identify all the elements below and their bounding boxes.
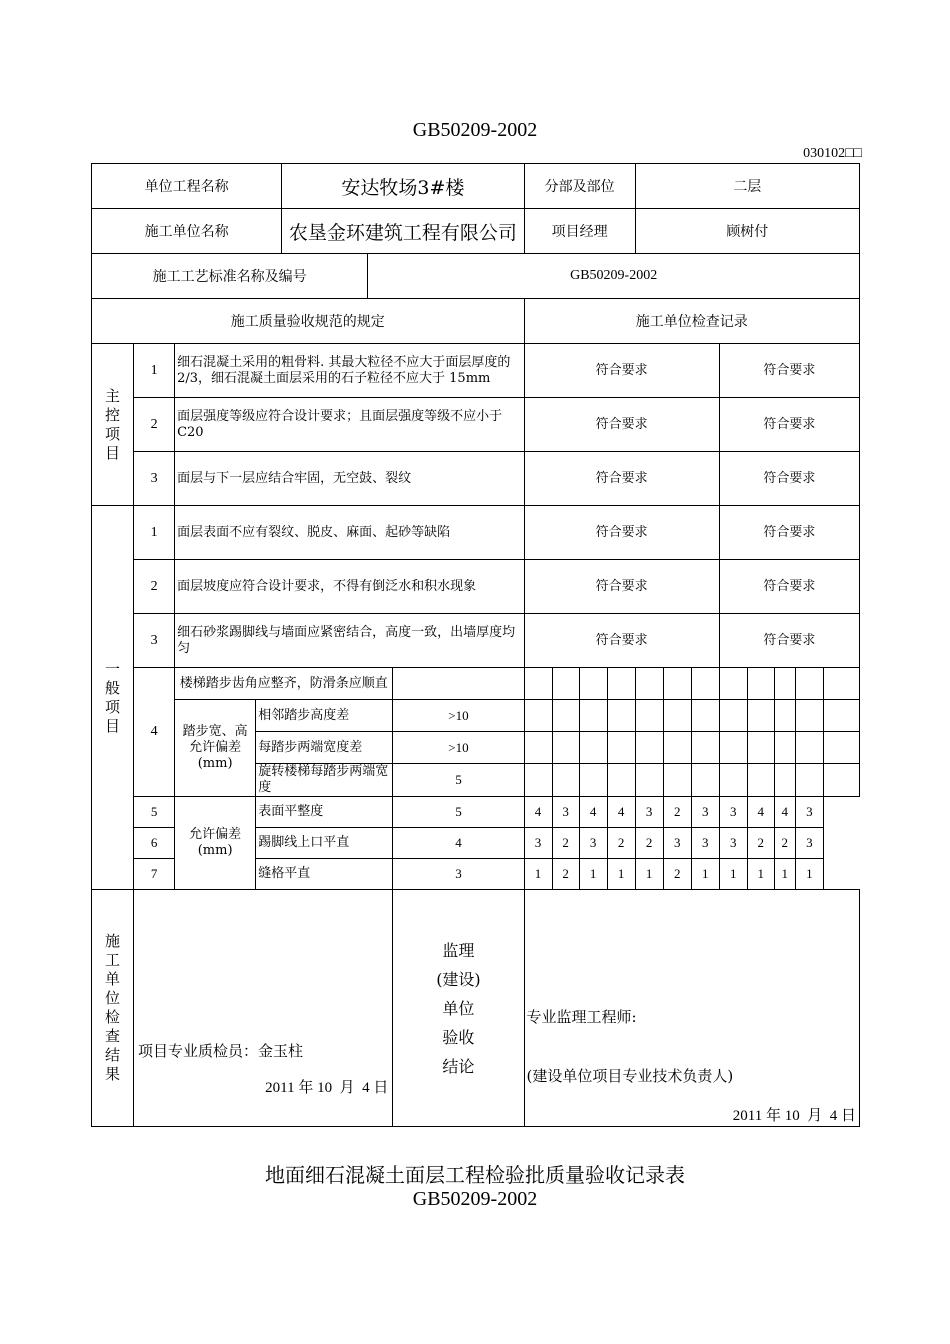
deviation-row-1-measure-2: 3	[552, 797, 579, 828]
unit-project-label: 单位工程名称	[92, 164, 282, 209]
inspection-form-table	[91, 163, 860, 1127]
deviation-row-1-measure-1: 4	[524, 797, 552, 828]
stair-row-2-measure-10	[774, 732, 795, 764]
deviation-row-1-measure-3: 4	[579, 797, 607, 828]
stair-item-no: 4	[134, 668, 175, 797]
stair-title-measure-2	[524, 668, 552, 700]
main-item-2-no: 2	[134, 398, 175, 452]
form-title: 地面细石混凝土面层工程检验批质量验收记录表	[265, 1163, 685, 1187]
deviation-row-1-value: 5	[393, 797, 524, 828]
main-item-3-result-2: 符合要求	[719, 452, 859, 506]
supervisor-label-line-4: 验收	[442, 1027, 475, 1047]
deviation-row-2-measure-8: 3	[719, 828, 747, 859]
deviation-row-1-measure-5: 3	[635, 797, 663, 828]
stair-title-measure-6	[635, 668, 663, 700]
general-item-2-result-1: 符合要求	[524, 560, 719, 614]
main-item-1-result-1: 符合要求	[524, 344, 719, 398]
deviation-row-1-measure-7: 3	[691, 797, 719, 828]
general-item-1-text: 面层表面不应有裂纹、脱皮、麻面、起砂等缺陷	[175, 506, 524, 560]
deviation-row-3-no: 7	[134, 859, 175, 890]
deviation-row-3-measure-11: 1	[795, 859, 823, 890]
main-item-2-result-1: 符合要求	[524, 398, 719, 452]
stair-row-1-measure-5	[635, 700, 663, 732]
stair-title-measure-8	[691, 668, 719, 700]
contractor-result-label: 施工单位检查结果	[92, 890, 134, 1127]
deviation-row-3-measure-9: 1	[747, 859, 774, 890]
contractor-value: 农垦金环建筑工程有限公司	[282, 209, 524, 254]
stair-row-3-measure-5	[635, 764, 663, 797]
stair-title-measure-7	[663, 668, 691, 700]
stair-row-3-measure-7	[691, 764, 719, 797]
stair-row-3-measure-3	[579, 764, 607, 797]
stair-row-1-measure-11	[795, 700, 823, 732]
inspector-text: 项目专业质检员：金玉柱	[138, 1042, 304, 1060]
deviation-row-2-no: 6	[134, 828, 175, 859]
deviation-row-3-measure-2: 2	[552, 859, 579, 890]
stair-row-2-measure-4	[607, 732, 635, 764]
stair-row-1-value: >10	[393, 700, 524, 732]
deviation-row-1-measure-11: 3	[795, 797, 823, 828]
deviation-row-3-measure-10: 1	[774, 859, 795, 890]
standard-value: GB50209-2002	[368, 254, 860, 299]
general-item-3-result-1: 符合要求	[524, 614, 719, 668]
stair-row-1-measure-2	[552, 700, 579, 732]
stair-title-measure-11	[774, 668, 795, 700]
deviation-row-1-measure-4: 4	[607, 797, 635, 828]
stair-row-3-measure-2	[552, 764, 579, 797]
supervisor-date: 2011 年 10 月 4 日	[732, 1108, 856, 1124]
record-header: 施工单位检查记录	[524, 299, 859, 344]
supervisor-label-line-3: 单位	[442, 998, 475, 1018]
main-item-2-result-2: 符合要求	[719, 398, 859, 452]
stair-row-2-measure-2	[552, 732, 579, 764]
deviation-row-3-measure-4: 1	[607, 859, 635, 890]
stair-row-2-measure-12	[823, 732, 859, 764]
deviation-row-3-measure-5: 1	[635, 859, 663, 890]
stair-row-1-measure-3	[579, 700, 607, 732]
deviation-row-3-measure-1: 1	[524, 859, 552, 890]
stair-row-2-measure-3	[579, 732, 607, 764]
main-item-3-no: 3	[134, 452, 175, 506]
stair-row-3-measure-9	[747, 764, 774, 797]
stair-title-measure-4	[579, 668, 607, 700]
deviation-row-1-measure-9: 4	[747, 797, 774, 828]
form-number: 030102□□	[803, 146, 862, 161]
stair-row-2-measure-6	[663, 732, 691, 764]
deviation-row-1-measure-10: 4	[774, 797, 795, 828]
stair-row-1-measure-4	[607, 700, 635, 732]
manager-label: 项目经理	[524, 209, 635, 254]
deviation-row-2-measure-7: 3	[691, 828, 719, 859]
main-control-label: 主控项目	[92, 344, 134, 506]
stair-title-measure-13	[823, 668, 859, 700]
general-label: 一般项目	[92, 506, 134, 890]
supervisor-label-line-2: (建设)	[436, 969, 481, 989]
general-item-1-no: 1	[134, 506, 175, 560]
stair-title-measure-5	[607, 668, 635, 700]
deviation-row-2-measure-3: 3	[579, 828, 607, 859]
deviation-row-2-name: 踢脚线上口平直	[256, 828, 393, 859]
stair-row-1-measure-8	[719, 700, 747, 732]
deviation-row-2-value: 4	[393, 828, 524, 859]
supervisor-label	[393, 936, 523, 1081]
stair-row-3-measure-4	[607, 764, 635, 797]
deviation-row-1-measure-8: 3	[719, 797, 747, 828]
stair-row-3-measure-11	[795, 764, 823, 797]
stair-row-1-measure-9	[747, 700, 774, 732]
standard-label: 施工工艺标准名称及编号	[92, 254, 368, 299]
stair-row-3-measure-8	[719, 764, 747, 797]
stair-title-measure-12	[795, 668, 823, 700]
general-item-1-result-2: 符合要求	[719, 506, 859, 560]
stair-row-2-measure-11	[795, 732, 823, 764]
stair-row-2-measure-9	[747, 732, 774, 764]
stair-row-1-measure-6	[663, 700, 691, 732]
stair-row-1-measure-7	[691, 700, 719, 732]
owner-text: (建设单位项目专业技术负责人)	[526, 1067, 734, 1085]
deviation-row-3-name: 缝格平直	[256, 859, 393, 890]
unit-project-value: 安达牧场3#楼	[282, 164, 524, 209]
stair-row-3-name: 旋转楼梯每踏步两端宽度	[256, 764, 393, 797]
deviation-row-1-measure-6: 2	[663, 797, 691, 828]
stair-row-2-measure-8	[719, 732, 747, 764]
general-item-3-no: 3	[134, 614, 175, 668]
stair-row-3-measure-6	[663, 764, 691, 797]
stair-row-1-measure-1	[524, 700, 552, 732]
contractor-date: 2011 年 10 月 4 日	[265, 1080, 389, 1096]
stair-row-2-measure-7	[691, 732, 719, 764]
general-item-1-result-1: 符合要求	[524, 506, 719, 560]
deviation-row-2-measure-1: 3	[524, 828, 552, 859]
deviation-row-2-measure-4: 2	[607, 828, 635, 859]
stair-title-measure-3	[552, 668, 579, 700]
deviation-row-1-name: 表面平整度	[256, 797, 393, 828]
division-label: 分部及部位	[524, 164, 635, 209]
contractor-result-cell	[134, 890, 392, 1126]
deviation-row-2-measure-11: 3	[795, 828, 823, 859]
deviation-row-3-measure-7: 1	[691, 859, 719, 890]
stair-row-2-measure-1	[524, 732, 552, 764]
stair-row-2-value: >10	[393, 732, 524, 764]
division-value: 二层	[635, 164, 859, 209]
general-item-3-result-2: 符合要求	[719, 614, 859, 668]
engineer-text: 专业监理工程师:	[526, 1008, 637, 1026]
deviation-row-2-measure-5: 2	[635, 828, 663, 859]
manager-value: 顾树付	[635, 209, 859, 254]
deviation-row-2-measure-2: 2	[552, 828, 579, 859]
stair-title-measure-9	[719, 668, 747, 700]
deviation-row-3-measure-6: 2	[663, 859, 691, 890]
deviation-row-3-value: 3	[393, 859, 524, 890]
stair-row-2-measure-5	[635, 732, 663, 764]
main-item-3-result-1: 符合要求	[524, 452, 719, 506]
general-item-3-text: 细石砂浆踢脚线与墙面应紧密结合，高度一致，出墙厚度均匀	[175, 614, 524, 668]
deviation-row-3-measure-8: 1	[719, 859, 747, 890]
standard-code-title: GB50209-2002	[412, 119, 538, 141]
stair-row-2-name: 每踏步两端宽度差	[256, 732, 393, 764]
stair-row-3-measure-12	[823, 764, 859, 797]
stair-title-measure-10	[747, 668, 774, 700]
deviation-row-3-measure-3: 1	[579, 859, 607, 890]
deviation-group-label: 允许偏差(mm)	[175, 797, 256, 890]
main-item-3-text: 面层与下一层应结合牢固，无空鼓、裂纹	[175, 452, 524, 506]
deviation-row-2-measure-9: 2	[747, 828, 774, 859]
main-item-1-no: 1	[134, 344, 175, 398]
spec-header: 施工质量验收规范的规定	[92, 299, 525, 344]
stair-row-1-name: 相邻踏步高度差	[256, 700, 393, 732]
general-item-2-text: 面层坡度应符合设计要求，不得有倒泛水和积水现象	[175, 560, 524, 614]
stair-title-measure-1	[393, 668, 524, 700]
stair-row-3-measure-10	[774, 764, 795, 797]
stair-title: 楼梯踏步齿角应整齐，防滑条应顺直	[175, 668, 393, 700]
deviation-row-2-measure-6: 3	[663, 828, 691, 859]
stair-row-1-measure-10	[774, 700, 795, 732]
contractor-label: 施工单位名称	[92, 209, 282, 254]
stair-row-3-measure-1	[524, 764, 552, 797]
main-item-2-text: 面层强度等级应符合设计要求；且面层强度等级不应小于C20	[175, 398, 524, 452]
supervisor-result-cell	[525, 890, 859, 1126]
supervisor-label-line-5: 结论	[442, 1056, 475, 1076]
stair-group-label: 踏步宽、高允许偏差(mm)	[175, 700, 256, 797]
form-code: GB50209-2002	[412, 1188, 538, 1210]
general-item-2-no: 2	[134, 560, 175, 614]
deviation-row-2-measure-10: 2	[774, 828, 795, 859]
stair-row-1-measure-12	[823, 700, 859, 732]
supervisor-label-line-1: 监理	[442, 940, 475, 960]
main-item-1-result-2: 符合要求	[719, 344, 859, 398]
main-item-1-text: 细石混凝土采用的粗骨料. 其最大粒径不应大于面层厚度的2/3，细石混凝土面层采用的石子粒径不应大于 15mm	[175, 344, 524, 398]
general-item-2-result-2: 符合要求	[719, 560, 859, 614]
stair-row-3-value: 5	[393, 764, 524, 797]
deviation-row-1-no: 5	[134, 797, 175, 828]
